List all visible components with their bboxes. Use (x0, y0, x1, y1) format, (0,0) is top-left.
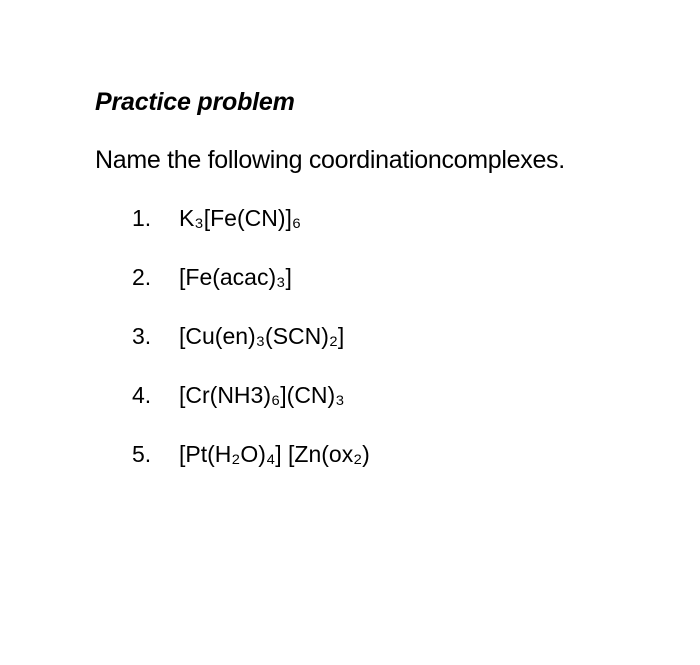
problem-item-2 (132, 262, 292, 292)
problem-item-4 (132, 380, 345, 410)
practice-problem-heading: Practice problem (95, 88, 295, 116)
problem-item-5 (132, 439, 370, 469)
problem-number: 2. (132, 264, 152, 290)
problem-number: 1. (132, 205, 152, 231)
problem-formula: [Cu(en)₃(SCN)₂] (179, 323, 345, 349)
problem-item-3 (132, 321, 344, 351)
problem-number: 4. (132, 382, 152, 408)
problem-formula: [Fe(acac)₃] (179, 264, 292, 290)
problem-formula: [Cr(NH3)₆](CN)₃ (179, 382, 345, 408)
problem-formula: K₃[Fe(CN)]₆ (179, 205, 302, 231)
problem-item-1 (132, 203, 301, 233)
problem-formula: [Pt(H₂O)₄] [Zn(ox₂) (179, 441, 370, 467)
problem-number: 3. (132, 323, 152, 349)
problem-number: 5. (132, 441, 152, 467)
instruction-text: Name the following coordinationcomplexes. (95, 146, 565, 174)
